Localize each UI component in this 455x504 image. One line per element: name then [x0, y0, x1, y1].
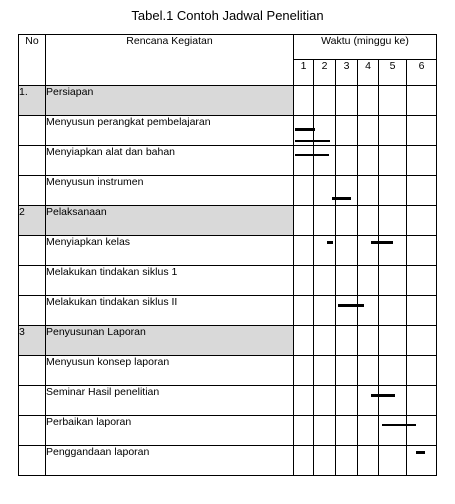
- activity-label: Penggandaan laporan: [46, 446, 294, 476]
- week-cell-1: [294, 356, 314, 386]
- activity-label: Menyiapkan kelas: [46, 236, 294, 266]
- week-cell-4: [358, 326, 379, 356]
- week-cell-1: [294, 326, 314, 356]
- week-cell-2: [314, 416, 336, 446]
- week-cell-3: [336, 236, 358, 266]
- row-number: 1.: [19, 86, 46, 116]
- header-activity: Rencana Kegiatan: [46, 35, 294, 86]
- header-week-3: 3: [336, 60, 358, 86]
- section-row: [19, 326, 437, 356]
- activity-row: [19, 146, 437, 176]
- activity-label: Melakukan tindakan siklus 1: [46, 266, 294, 296]
- week-cell-4: [358, 446, 379, 476]
- activity-row: [19, 416, 437, 446]
- week-cell-4: [358, 176, 379, 206]
- week-cell-3: [336, 296, 358, 326]
- week-cell-1: [294, 116, 314, 146]
- week-cell-2: [314, 296, 336, 326]
- week-cell-2: [314, 86, 336, 116]
- week-cell-4: [358, 206, 379, 236]
- week-cell-4: [358, 386, 379, 416]
- week-cell-4: [358, 86, 379, 116]
- week-cell-6: [407, 446, 437, 476]
- activity-label: Menyusun instrumen: [46, 176, 294, 206]
- week-cell-6: [407, 266, 437, 296]
- week-cell-4: [358, 146, 379, 176]
- activity-label: Menyiapkan alat dan bahan: [46, 146, 294, 176]
- week-cell-3: [336, 326, 358, 356]
- week-cell-1: [294, 146, 314, 176]
- header-week-4: 4: [358, 60, 379, 86]
- schedule-bar: [295, 128, 315, 131]
- week-cell-4: [358, 116, 379, 146]
- table-caption: Tabel.1 Contoh Jadwal Penelitian: [131, 8, 324, 23]
- row-number: [19, 446, 46, 476]
- week-cell-4: [358, 296, 379, 326]
- week-cell-1: [294, 236, 314, 266]
- week-cell-1: [294, 386, 314, 416]
- week-cell-1: [294, 266, 314, 296]
- section-row: [19, 86, 437, 116]
- week-cell-6: [407, 236, 437, 266]
- week-cell-5: [379, 86, 407, 116]
- activity-row: [19, 176, 437, 206]
- week-cell-5: [379, 146, 407, 176]
- schedule-body: [19, 86, 437, 476]
- row-number: [19, 416, 46, 446]
- week-cell-1: [294, 446, 314, 476]
- section-title: Penyusunan Laporan: [46, 326, 294, 356]
- week-cell-3: [336, 386, 358, 416]
- week-cell-3: [336, 266, 358, 296]
- activity-row: [19, 356, 437, 386]
- week-cell-6: [407, 326, 437, 356]
- week-cell-1: [294, 86, 314, 116]
- week-cell-2: [314, 446, 336, 476]
- week-cell-5: [379, 326, 407, 356]
- week-cell-1: [294, 176, 314, 206]
- activity-label: Melakukan tindakan siklus II: [46, 296, 294, 326]
- week-cell-6: [407, 86, 437, 116]
- week-cell-5: [379, 446, 407, 476]
- row-number: [19, 266, 46, 296]
- section-row: [19, 206, 437, 236]
- activity-label: Menyusun perangkat pembelajaran: [46, 116, 294, 146]
- row-number: 3: [19, 326, 46, 356]
- section-title: Pelaksanaan: [46, 206, 294, 236]
- header-no: No: [19, 35, 46, 86]
- row-number: [19, 146, 46, 176]
- row-number: [19, 236, 46, 266]
- week-cell-6: [407, 146, 437, 176]
- week-cell-2: [314, 386, 336, 416]
- week-cell-2: [314, 206, 336, 236]
- row-number: 2: [19, 206, 46, 236]
- week-cell-5: [379, 386, 407, 416]
- schedule-bar: [327, 241, 333, 244]
- row-number: [19, 386, 46, 416]
- activity-row: [19, 296, 437, 326]
- schedule-bar: [416, 451, 425, 454]
- header-week-6: 6: [407, 60, 437, 86]
- header-week-2: 2: [314, 60, 336, 86]
- row-number: [19, 116, 46, 146]
- activity-label: Perbaikan laporan: [46, 416, 294, 446]
- week-cell-5: [379, 236, 407, 266]
- week-cell-3: [336, 356, 358, 386]
- week-cell-3: [336, 146, 358, 176]
- row-number: [19, 296, 46, 326]
- week-cell-5: [379, 116, 407, 146]
- week-cell-3: [336, 176, 358, 206]
- section-title: Persiapan: [46, 86, 294, 116]
- week-cell-2: [314, 176, 336, 206]
- header-time: Waktu (minggu ke): [294, 35, 437, 60]
- week-cell-5: [379, 266, 407, 296]
- week-cell-6: [407, 416, 437, 446]
- week-cell-5: [379, 416, 407, 446]
- week-cell-6: [407, 116, 437, 146]
- header-week-1: 1: [294, 60, 314, 86]
- header-week-5: 5: [379, 60, 407, 86]
- week-cell-6: [407, 176, 437, 206]
- activity-row: [19, 386, 437, 416]
- week-cell-6: [407, 206, 437, 236]
- week-cell-5: [379, 296, 407, 326]
- week-cell-3: [336, 416, 358, 446]
- activity-row: [19, 116, 437, 146]
- week-cell-5: [379, 176, 407, 206]
- week-cell-2: [314, 356, 336, 386]
- week-cell-4: [358, 356, 379, 386]
- week-cell-2: [314, 326, 336, 356]
- activity-label: Menyusun konsep laporan: [46, 356, 294, 386]
- week-cell-6: [407, 296, 437, 326]
- week-cell-2: [314, 266, 336, 296]
- week-cell-1: [294, 296, 314, 326]
- schedule-table: [18, 34, 437, 476]
- week-cell-3: [336, 86, 358, 116]
- week-cell-2: [314, 146, 336, 176]
- week-cell-3: [336, 206, 358, 236]
- activity-row: [19, 266, 437, 296]
- week-cell-1: [294, 416, 314, 446]
- activity-row: [19, 446, 437, 476]
- week-cell-6: [407, 356, 437, 386]
- week-cell-3: [336, 116, 358, 146]
- week-cell-4: [358, 236, 379, 266]
- week-cell-5: [379, 206, 407, 236]
- activity-label: Seminar Hasil penelitian: [46, 386, 294, 416]
- row-number: [19, 176, 46, 206]
- week-cell-2: [314, 116, 336, 146]
- activity-row: [19, 236, 437, 266]
- week-cell-1: [294, 206, 314, 236]
- week-cell-5: [379, 356, 407, 386]
- row-number: [19, 356, 46, 386]
- week-cell-4: [358, 416, 379, 446]
- week-cell-3: [336, 446, 358, 476]
- week-cell-2: [314, 236, 336, 266]
- week-cell-4: [358, 266, 379, 296]
- week-cell-6: [407, 386, 437, 416]
